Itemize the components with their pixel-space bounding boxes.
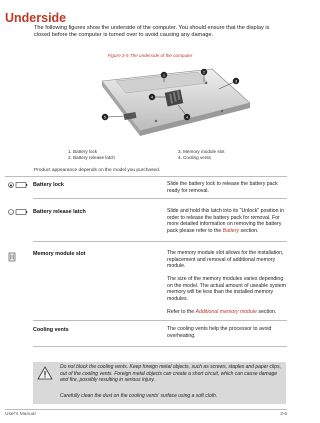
row-desc-battery-lock: Slide the battery lock to release the battery pack ready for removal. [167, 181, 278, 194]
callout-2: 2 [202, 69, 206, 75]
row-desc-memory-p1: The memory module slot allows for the installation, replacement and removal of additional memory module. [167, 250, 284, 270]
callout-4b: 4 [185, 114, 189, 120]
footer-page-number: 3-6 [280, 412, 287, 417]
product-note: Product appearance depends on the model you purchased. [34, 168, 161, 173]
row-desc-memory-p3: Refer to the Additional memory module section. [167, 309, 277, 315]
row-label-cooling-vents: Cooling vents [33, 327, 69, 333]
legend-item: 3. Memory module slot [178, 149, 225, 154]
caution-triangle-icon [37, 366, 53, 380]
divider [33, 198, 287, 199]
battery-lock-icon [8, 181, 28, 189]
caution-text-1: Do not block the cooling vents. Keep foreign metal objects, such as screws, staples and paper clips, out of the cooling vents. Foreign metal objects can create a short circuit, which can cause damage and fire, possibly resulting in serious injury. [60, 364, 281, 384]
callout-3: 3 [234, 78, 238, 84]
row-desc-cooling-vents: The cooling vents help the processor to avoid overheating. [167, 326, 272, 339]
memory-slot-icon [8, 252, 16, 262]
row-label-battery-lock: Battery lock [33, 182, 64, 188]
battery-section-link[interactable]: Battery [222, 228, 240, 235]
svg-text:↔: ↔ [9, 210, 13, 215]
legend-right [178, 149, 224, 161]
row-desc-memory-p2: The size of the memory modules varies depending on the model. The actual amount of useable system memory will be less than the installed memory modules. [167, 276, 286, 303]
divider [33, 241, 287, 242]
row-label-battery-release-latch: Battery release latch [33, 209, 86, 215]
battery-release-latch-icon [8, 208, 28, 216]
figure-caption: Figure 3-5 The underside of the computer [107, 53, 193, 58]
callout-4: 4 [150, 94, 154, 100]
divider [33, 346, 287, 347]
additional-memory-module-link[interactable]: Additional memory module [195, 309, 257, 315]
row-label-memory-module-slot: Memory module slot [33, 251, 86, 257]
page-title: Underside [5, 11, 67, 25]
laptop-underside-figure [94, 61, 254, 146]
footer-divider [5, 409, 287, 410]
callout-1: 1 [162, 72, 166, 78]
legend-item: 4. Cooling vents [178, 155, 211, 160]
legend-left [68, 149, 115, 161]
legend-item: 2. Battery release latch [68, 155, 115, 160]
divider [33, 320, 287, 321]
footer-manual-name: User's Manual [5, 412, 36, 417]
divider [5, 176, 287, 177]
legend-item: 1. Battery lock [68, 149, 98, 154]
row-desc-battery-release-latch: Slide and hold this latch into its "Unlock" position in order to release the battery pack for removal. For more detailed information on removing the battery pack please refer to the Battery section. [167, 208, 285, 235]
callout-5: 5 [103, 114, 107, 120]
caution-text-2: Carefully clean the dust on the cooling vents' surface using a soft cloth. [60, 393, 218, 399]
intro-paragraph: The following figures show the underside of the computer. You should ensure that the display is closed before the computer is turned over to avoid causing any damage. [34, 25, 270, 39]
